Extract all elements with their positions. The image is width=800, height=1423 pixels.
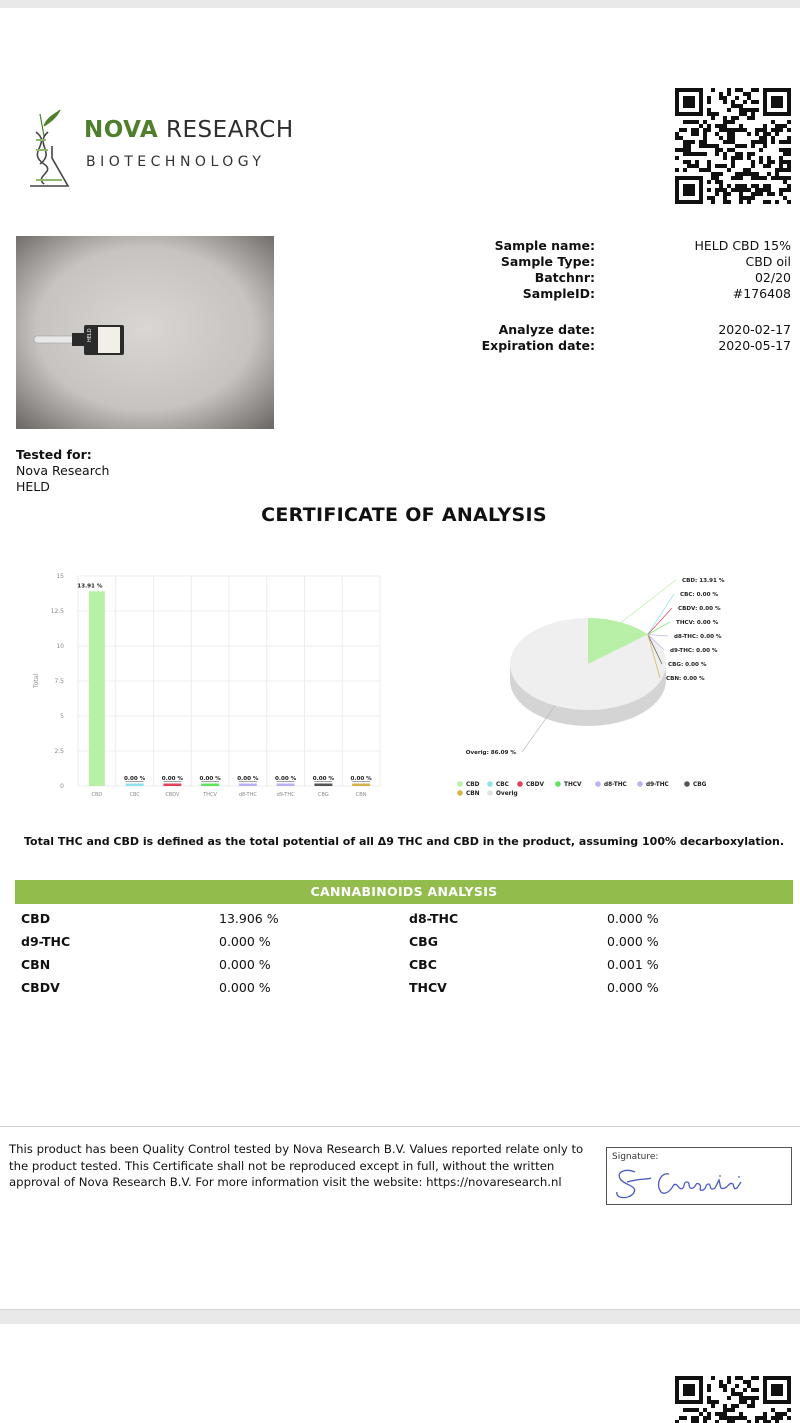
qr-code-icon [675, 1376, 791, 1423]
batch-value: 02/20 [754, 270, 791, 285]
bar-d8-thc [239, 784, 257, 787]
x-tick-label: CBC [129, 792, 140, 798]
signature-label: Signature: [612, 1152, 659, 1162]
pie-slice-label: d9-THC: 0.00 % [670, 648, 718, 654]
pie-slice-label: CBG: 0.00 % [668, 662, 707, 668]
qr-code-icon [675, 88, 791, 204]
pie-slice-label: CBD: 13.91 % [682, 578, 725, 584]
tested-for-line2: HELD [16, 479, 50, 494]
bar-data-label: 0.00 % [161, 776, 184, 782]
analyze-date-label: Analyze date: [498, 322, 595, 337]
legend-swatch [555, 781, 561, 787]
bar-cbdv [163, 784, 181, 787]
page-title: CERTIFICATE OF ANALYSIS [261, 504, 547, 526]
brand-name: NOVA RESEARCH [84, 117, 294, 143]
tested-for-line1: Nova Research [16, 463, 110, 478]
bottle-label: HELD [87, 328, 93, 342]
pie-slice-label: CBDV: 0.00 % [678, 606, 721, 612]
tested-for-label: Tested for: [16, 447, 92, 462]
y-tick-label: 5 [60, 713, 64, 720]
analyte-label: CBG [409, 934, 438, 949]
pie-slice-label: CBN: 0.00 % [666, 676, 705, 682]
sample-type-value: CBD oil [745, 254, 791, 269]
sample-id-value: #176408 [732, 286, 791, 301]
bar-data-label: 0.00 % [237, 776, 259, 782]
analyte-label: CBDV [21, 980, 60, 995]
legend-swatch [517, 781, 523, 787]
bar-d9-thc [277, 784, 295, 787]
certificate-page [0, 8, 800, 1310]
batch-label: Batchnr: [534, 270, 595, 285]
bar-data-label: 0.00 % [123, 776, 146, 782]
analyte-label: CBD [21, 911, 51, 926]
x-tick-label: CBG [318, 792, 329, 798]
bar-cbc [126, 784, 144, 787]
y-tick-label: 12.5 [50, 608, 64, 615]
legend-swatch [637, 781, 643, 787]
bar-cbn [352, 784, 370, 787]
handwritten-signature [611, 1162, 787, 1202]
analyte-value: 0.000 % [607, 911, 659, 926]
legend-swatch [457, 781, 463, 787]
divider [0, 1126, 800, 1127]
legend-swatch [487, 781, 493, 787]
pie-slice-label: THCV: 0.00 % [676, 620, 719, 626]
expiration-date-label: Expiration date: [481, 338, 595, 353]
analysis-table-header: CANNABINOIDS ANALYSIS [15, 880, 793, 904]
brand-subtitle: BIOTECHNOLOGY [86, 154, 266, 170]
y-tick-label: 10 [56, 643, 64, 650]
y-tick-label: 15 [56, 573, 64, 580]
analyte-label: THCV [409, 980, 447, 995]
pie-slice-label: d8-THC: 0.00 % [674, 634, 722, 640]
analyte-value: 0.000 % [219, 980, 271, 995]
legend-swatch [684, 781, 690, 787]
dna-flask-logo-icon [22, 106, 78, 188]
expiration-date-value: 2020-05-17 [718, 338, 791, 353]
analyte-value: 0.001 % [607, 957, 659, 972]
pie-chart [420, 560, 800, 800]
analyte-label: CBC [409, 957, 437, 972]
x-tick-label: THCV [203, 792, 217, 798]
decarboxylation-note: Total THC and CBD is defined as the total potential of all Δ9 THC and CBD in the product, assuming 100% decarboxylation. [23, 835, 785, 848]
legend-label: d8-THC [604, 782, 627, 788]
bar-data-label: 0.00 % [274, 776, 297, 782]
legend-label: CBN [466, 791, 480, 797]
legend-label: d9-THC [646, 782, 669, 788]
pie-slice-label: Overig: 86.09 % [465, 750, 516, 756]
analyte-value: 0.000 % [219, 934, 271, 949]
legend-label: CBDV [526, 782, 544, 788]
analyte-label: d9-THC [21, 934, 71, 949]
sample-id-label: SampleID: [522, 286, 595, 301]
x-tick-label: CBN [355, 792, 367, 798]
x-tick-label: d9-THC [276, 792, 295, 798]
sample-name-label: Sample name: [494, 238, 595, 253]
x-tick-label: CBD [91, 792, 103, 798]
x-tick-label: CBDV [165, 792, 180, 798]
sample-name-value: HELD CBD 15% [694, 238, 791, 253]
legend-label: CBG [693, 782, 707, 788]
bar-cbd [89, 591, 105, 786]
legend-label: CBC [496, 782, 509, 788]
signature-box [606, 1147, 792, 1205]
legend-swatch [457, 790, 463, 796]
x-tick-label: d8-THC [238, 792, 257, 798]
analyte-value: 0.000 % [607, 980, 659, 995]
legend-swatch [595, 781, 601, 787]
pie-slice-label: CBC: 0.00 % [680, 592, 719, 598]
y-tick-label: 2.5 [54, 748, 64, 755]
y-axis-label: Total [33, 673, 40, 689]
bar-data-label: 13.91 % [77, 583, 103, 590]
next-page [0, 1324, 800, 1423]
legend-label: CBD [466, 782, 480, 788]
analyte-label: d8-THC [409, 911, 459, 926]
tested-for-block [16, 447, 109, 495]
bar-data-label: 0.00 % [199, 776, 221, 782]
product-photo [16, 236, 274, 429]
analyte-value: 13.906 % [219, 911, 279, 926]
legend-label: THCV [564, 782, 582, 788]
analyte-value: 0.000 % [219, 957, 271, 972]
sample-type-label: Sample Type: [500, 254, 595, 269]
y-tick-label: 0 [60, 783, 64, 790]
analyze-date-value: 2020-02-17 [718, 322, 791, 337]
bar-data-label: 0.00 % [350, 776, 372, 782]
bar-chart [28, 560, 390, 800]
analyte-value: 0.000 % [607, 934, 659, 949]
legend-swatch [487, 790, 493, 796]
bar-thcv [201, 784, 219, 787]
footer-disclaimer: This product has been Quality Control tested by Nova Research B.V. Values reported relate only to the product tested. This Certificate shall not be reproduced except in full, without the written approval of Nova Research B.V. For more information visit the website: https://novaresearch.nl [9, 1142, 584, 1189]
y-tick-label: 7.5 [54, 678, 64, 685]
bar-data-label: 0.00 % [312, 776, 335, 782]
analyte-label: CBN [21, 957, 51, 972]
bar-cbg [314, 784, 332, 787]
legend-label: Overig [496, 791, 518, 797]
